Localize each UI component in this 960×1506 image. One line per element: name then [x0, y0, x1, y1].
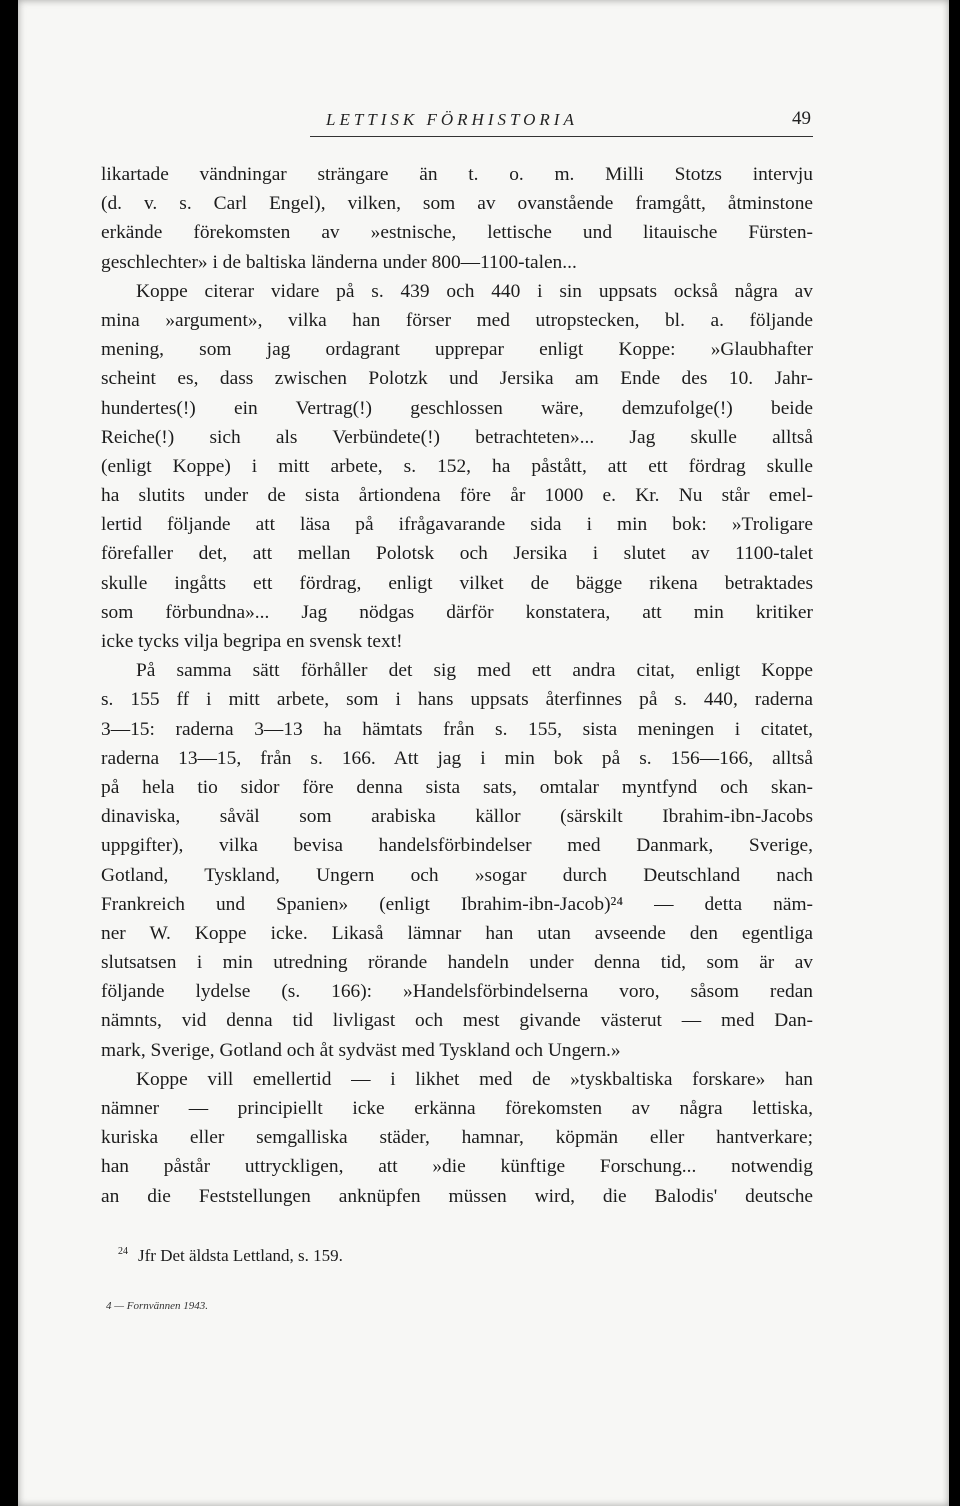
- text-line: som förbundna»... Jag nödgas därför konstatera, att min kritiker: [101, 601, 813, 623]
- text-line: han påstår uttryckligen, att »die künftige Forschung... notwendig: [101, 1156, 813, 1178]
- text-line: nämner — principiellt icke erkänna förekomsten av några lettiska,: [101, 1098, 813, 1119]
- text-line: följande lydelse (s. 166): »Handelsförbindelserna voro, såsom redan: [101, 981, 813, 1003]
- footnote: [118, 1246, 343, 1266]
- text-line: på hela tio sidor före denna sista sats, omtalar myntfynd och skan-: [101, 776, 813, 798]
- text-line: Koppe citerar vidare på s. 439 och 440 i sin uppsats också några av: [136, 280, 813, 302]
- text-line: Koppe vill emellertid — i likhet med de »tyskbaltiska forskare» han: [136, 1068, 813, 1090]
- running-title: LETTISK FÖRHISTORIA: [326, 110, 578, 129]
- text-line: ner W. Koppe icke. Likaså lämnar han utan avseende den egentliga: [101, 922, 813, 944]
- text-line: 3—15: raderna 3—13 ha hämtats från s. 155, sista meningen i citatet,: [101, 718, 813, 740]
- text-line: icke tycks vilja begripa en svensk text!: [101, 631, 403, 652]
- text-line: (enligt Koppe) i mitt arbete, s. 152, ha påstått, att ett fördrag skulle: [101, 455, 813, 477]
- footnote-text: Jfr Det äldsta Lettland, s. 159.: [138, 1246, 343, 1265]
- text-line: slutsatsen i min utredning rörande handeln under denna tid, som är av: [101, 952, 813, 974]
- text-line: förefaller det, att mellan Polotsk och Jersika i slutet av 1100-talet: [101, 543, 813, 565]
- text-line: uppgifter), vilka bevisa handelsförbindelser med Danmark, Sverige,: [101, 835, 813, 857]
- text-line: skulle ingåtts ett fördrag, enligt vilket de bägge rikena betraktades: [101, 572, 813, 594]
- text-line: mening, som jag ordagrant upprepar enligt Koppe: »Glaubhafter: [101, 339, 813, 361]
- text-line: scheint es, dass zwischen Polotzk und Jersika am Ende des 10. Jahr-: [101, 368, 813, 390]
- page-number: 49: [792, 108, 811, 129]
- footnote-mark: 24: [118, 1246, 128, 1258]
- text-line: erkände förekomsten av »estnische, lettische und litauische Fürsten-: [101, 222, 813, 244]
- text-line: Gotland, Tyskland, Ungern och »sogar durch Deutschland nach: [101, 864, 813, 886]
- text-line: s. 155 ff i mitt arbete, som i hans uppsats återfinnes på s. 440, raderna: [101, 689, 813, 711]
- header-rule: [310, 136, 813, 137]
- text-line: lertid följande att läsa på ifrågavarande sida i min bok: »Troligare: [101, 514, 813, 536]
- text-line: Reiche(!) sich als Verbündete(!) betrachteten»... Jag skulle alltså: [101, 426, 813, 448]
- text-line: raderna 13—15, från s. 166. Att jag i min bok på s. 156—166, alltså: [101, 747, 813, 769]
- document-page: [18, 0, 949, 1506]
- body-text: [101, 160, 813, 1211]
- text-line: mark, Sverige, Gotland och åt sydväst med Tyskland och Ungern.»: [101, 1039, 621, 1061]
- text-line: dinaviska, såväl som arabiska källor (särskilt Ibrahim-ibn-Jacobs: [101, 806, 813, 828]
- text-line: hundertes(!) ein Vertrag(!) geschlossen wäre, demzufolge(!) beide: [101, 397, 813, 419]
- text-line: Frankreich und Spanien» (enligt Ibrahim-ibn-Jacob)²⁴ — detta näm-: [101, 893, 813, 915]
- text-line: ha slutits under de sista årtiondena före år 1000 e. Kr. Nu står emel-: [101, 485, 813, 507]
- text-line: På samma sätt förhåller det sig med ett andra citat, enligt Koppe: [136, 660, 813, 682]
- imprint-line: 4 — Fornvännen 1943.: [106, 1300, 209, 1312]
- text-line: mina »argument», vilka han förser med utropstecken, bl. a. följande: [101, 309, 813, 331]
- text-line: likartade vändningar strängare än t. o. m. Milli Stotzs intervju: [101, 164, 813, 185]
- text-line: (d. v. s. Carl Engel), vilken, som av ovanstående framgått, åtminstone: [101, 193, 813, 215]
- text-line: geschlechter» i de baltiska länderna under 800—1100-talen...: [101, 251, 577, 273]
- text-line: kuriska eller semgalliska städer, hamnar, köpmän eller hantverkare;: [101, 1127, 813, 1149]
- text-line: nämnts, vid denna tid livligast och mest givande västerut — med Dan-: [101, 1010, 813, 1032]
- text-line: an die Feststellungen anknüpfen müssen wird, die Balodis' deutsche: [101, 1185, 813, 1207]
- page-header: [310, 110, 813, 136]
